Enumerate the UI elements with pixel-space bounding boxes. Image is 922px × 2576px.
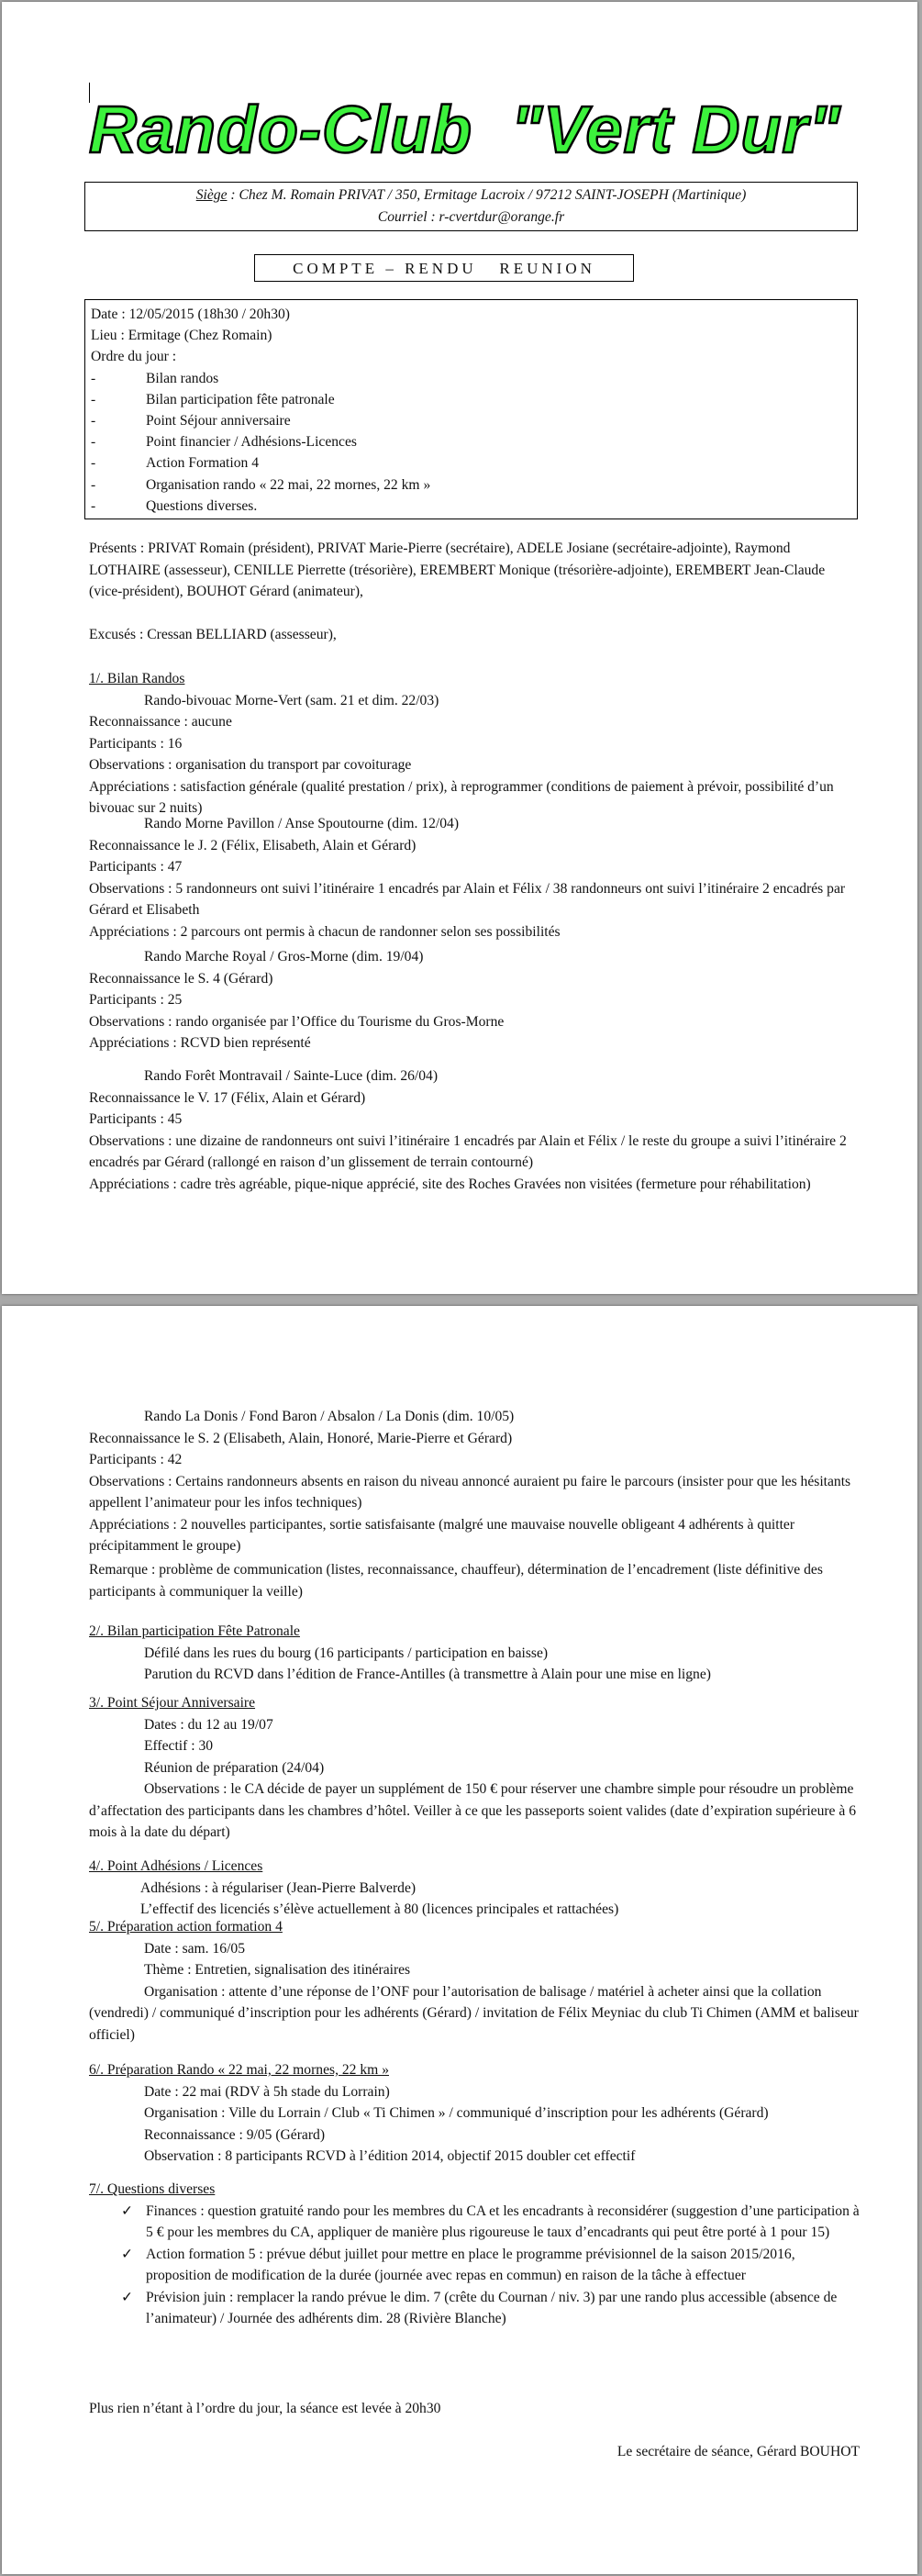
hike-line: Participants : 25	[89, 992, 183, 1008]
section-line: Observation : 8 participants RCVD à l’édition 2014, objectif 2015 doubler cet effectif	[144, 2148, 636, 2164]
checkmark-icon: ✓	[121, 2246, 134, 2262]
hike-line: Appréciations : 2 nouvelles participantes, sortie satisfaisante (malgré une mauvaise nouvelle obligeant 4 adhérents à quitter précipitamment le groupe)	[89, 1516, 795, 1554]
hike-line: Reconnaissance : aucune	[89, 714, 232, 730]
hike-line: Observations : Certains randonneurs absents en raison du niveau annoncé auraient pu faire le parcours (insister pour que les hésitants appellent l’animateur pour les infos techniques)	[89, 1473, 851, 1511]
section-line: Organisation : Ville du Lorrain / Club « Ti Chimen » / communiqué d’inscription pour les adhérents (Gérard)	[144, 2105, 769, 2121]
remark-paragraph: Remarque : problème de communication (listes, reconnaissance, chauffeur), détermination de l’encadrement (liste définitive des participants à communiquer la veille)	[89, 1562, 823, 1600]
page-1	[2, 2, 917, 1294]
section-line: Date : 22 mai (RDV à 5h stade du Lorrain)	[144, 2083, 390, 2100]
hike-title: Rando Forêt Montravail / Sainte-Luce (dim. 26/04)	[144, 1068, 439, 1084]
hike-line: Appréciations : RCVD bien représenté	[89, 1035, 311, 1051]
hike-entry-5	[89, 1406, 860, 1557]
section-line: Dates : du 12 au 19/07	[144, 1716, 273, 1733]
hike-entry-4	[89, 1065, 860, 1195]
checkmark-icon: ✓	[121, 2202, 134, 2219]
agenda-item: - Bilan participation fête patronale	[91, 391, 335, 407]
section-4	[89, 1856, 860, 1921]
section-title: 7/. Questions diverses	[89, 2181, 216, 2197]
hike-line: Reconnaissance le S. 2 (Elisabeth, Alain, Honoré, Marie-Pierre et Gérard)	[89, 1430, 513, 1446]
agenda-lieu: Lieu : Ermitage (Chez Romain)	[91, 328, 272, 344]
section-2	[89, 1621, 860, 1686]
section-title: 3/. Point Séjour Anniversaire	[89, 1695, 256, 1711]
excused-line: Excusés : Cressan BELLIARD (assesseur),	[89, 627, 337, 642]
hike-line: Reconnaissance le S. 4 (Gérard)	[89, 970, 273, 987]
section-line: Parution du RCVD dans l’édition de France-Antilles (à transmettre à Alain pour une mise en ligne)	[144, 1667, 711, 1682]
agenda-ordre: Ordre du jour :	[91, 349, 177, 365]
section-title: 2/. Bilan participation Fête Patronale	[89, 1623, 300, 1639]
section-line: Reconnaissance : 9/05 (Gérard)	[144, 2126, 326, 2143]
hike-line: Observations : 5 randonneurs ont suivi l’itinéraire 1 encadrés par Alain et Félix / 38 randonneurs ont suivi l’itinéraire 2 encadrés par Gérard et Elisabeth	[89, 880, 846, 918]
section-line: Date : sam. 16/05	[144, 1940, 246, 1957]
section-line: Effectif : 30	[144, 1738, 214, 1754]
hike-line: Participants : 47	[89, 859, 183, 875]
agenda-item: - Point financier / Adhésions-Licences	[91, 434, 357, 451]
hike-entry-2	[89, 813, 860, 942]
hike-line: Appréciations : satisfaction générale (qualité prestation / prix), à reprogrammer (conditions de paiement à prévoir, possibilité d’un bivouac sur 2 nuits)	[89, 778, 834, 816]
section-title: 1/. Bilan Randos	[89, 671, 185, 686]
agenda-item: - Questions diverses.	[91, 497, 258, 514]
agenda-item: - Action Formation 4	[91, 455, 260, 472]
attendees-paragraph: Présents : PRIVAT Romain (président), PRIVAT Marie-Pierre (secrétaire), ADELE Josiane (secrétaire-adjointe), Raymond LOTHAIRE (assesseur), CENILLE Pierrette (trésorière), EREMBERT Monique (trésorière-adjointe), EREMBERT Jean-Claude (vice-président), BOUHOT Gérard (animateur),	[89, 541, 826, 599]
hike-line: Reconnaissance le J. 2 (Félix, Elisabeth, Alain et Gérard)	[89, 837, 417, 853]
siege-line	[85, 184, 857, 206]
section-line: Organisation : attente d’une réponse de l’ONF pour l’autorisation de balisage / matériel à acheter ainsi que la collation (vendredi) / communiqué d’inscription pour les adhérents (Gérard) / invitation de Félix Meyniac du club Ti Chimen (AMM et baliseur officiel)	[89, 1983, 859, 2043]
hike-line: Appréciations : cadre très agréable, pique-nique apprécié, site des Roches Gravées non visitées (fermeture pour réhabilitation)	[89, 1176, 811, 1192]
section-line: L’effectif des licenciés s’élève actuellement à 80 (licences principales et rattachées)	[140, 1901, 619, 1917]
section-line: Adhésions : à régulariser (Jean-Pierre Balverde)	[140, 1879, 417, 1896]
section-6	[89, 2059, 860, 2168]
siege-label: Siège	[195, 187, 228, 203]
section-line: Défilé dans les rues du bourg (16 participants / participation en baisse)	[144, 1645, 549, 1661]
section-title: 4/. Point Adhésions / Licences	[89, 1858, 263, 1874]
page-2	[2, 1306, 917, 2574]
hike-entry-3	[89, 946, 860, 1054]
checkmark-icon: ✓	[121, 2289, 134, 2305]
checklist-item: ✓ Finances : question gratuité rando pour les membres du CA et les encadrants à reconsidérer (suggestion d’une participation à 5 € pour les membres du CA, appliquer de manière plus rigoureuse le taux d’encadrants qui peut être porté à 1 pour 15)	[89, 2201, 860, 2244]
checklist-item: ✓ Action formation 5 : prévue début juillet pour mettre en place le programme prévisionnel de la saison 2015/2016, proposition de modification de la durée (journée avec repas en commun) en raison de la tâche à effectuer	[89, 2244, 860, 2287]
checklist-item: ✓ Prévision juin : remplacer la rando prévue le dim. 7 (crête du Cournan / niv. 3) par une rando plus accessible (absence de l’animateur) / Journée des adhérents dim. 28 (Rivière Blanche)	[89, 2287, 860, 2330]
section-title: 5/. Préparation action formation 4	[89, 1919, 283, 1935]
signature: Le secrétaire de séance, Gérard BOUHOT	[617, 2444, 860, 2459]
hike-line: Participants : 45	[89, 1111, 183, 1127]
hike-title: Rando-bivouac Morne-Vert (sam. 21 et dim. 22/03)	[144, 692, 439, 708]
siege-text: : Chez M. Romain PRIVAT / 350, Ermitage Lacroix / 97212 SAINT-JOSEPH (Martinique)	[227, 187, 747, 203]
hike-line: Participants : 16	[89, 735, 183, 752]
hike-line: Observations : organisation du transport par covoiturage	[89, 757, 412, 773]
section-title: 6/. Préparation Rando « 22 mai, 22 mornes, 22 km »	[89, 2062, 389, 2078]
section-line: Réunion de préparation (24/04)	[144, 1759, 325, 1776]
agenda-item: - Organisation rando « 22 mai, 22 mornes, 22 km »	[91, 476, 431, 493]
section-5	[89, 1916, 860, 2046]
hike-title: Rando Morne Pavillon / Anse Spoutourne (dim. 12/04)	[144, 816, 460, 831]
section-1	[89, 668, 860, 820]
document-title: COMPTE – RENDU REUNION	[254, 254, 634, 282]
agenda-item: - Bilan randos	[91, 370, 219, 386]
hike-line: Participants : 42	[89, 1452, 183, 1467]
address-box	[84, 182, 858, 231]
closing-line: Plus rien n’étant à l’ordre du jour, la séance est levée à 20h30	[89, 2401, 441, 2416]
agenda-item: - Point Séjour anniversaire	[91, 413, 291, 429]
section-7	[89, 2179, 860, 2330]
hike-line: Observations : une dizaine de randonneurs ont suivi l’itinéraire 1 encadrés par Alain et Félix / le reste du groupe a suivi l’itinéraire 2 encadrés par Gérard (rallongé en raison d’un glissement de terrain contourné)	[89, 1132, 847, 1170]
hike-line: Reconnaissance le V. 17 (Félix, Alain et Gérard)	[89, 1089, 366, 1106]
courriel-line: Courriel : r-cvertdur@orange.fr	[377, 209, 565, 225]
section-line: Thème : Entretien, signalisation des itinéraires	[144, 1962, 411, 1978]
section-3	[89, 1692, 860, 1844]
hike-title: Rando La Donis / Fond Baron / Absalon / La Donis (dim. 10/05)	[144, 1409, 515, 1424]
agenda-date: Date : 12/05/2015 (18h30 / 20h30)	[91, 307, 290, 322]
hike-line: Observations : rando organisée par l’Office du Tourisme du Gros-Morne	[89, 1013, 505, 1030]
hike-line: Appréciations : 2 parcours ont permis à chacun de randonner selon ses possibilités	[89, 923, 561, 940]
agenda-box	[84, 299, 858, 519]
section-line: Observations : le CA décide de payer un supplément de 150 € pour réserver une chambre simple pour résoudre un problème d’affectation des participants dans les chambres d’hôtel. Veiller à ce que les passeports soient valides (date d’expiration supérieure à 6 mois à la date du départ)	[89, 1781, 856, 1840]
club-heading: Rando-Club "Vert Dur"	[89, 94, 841, 167]
hike-title: Rando Marche Royal / Gros-Morne (dim. 19/04)	[144, 949, 424, 965]
